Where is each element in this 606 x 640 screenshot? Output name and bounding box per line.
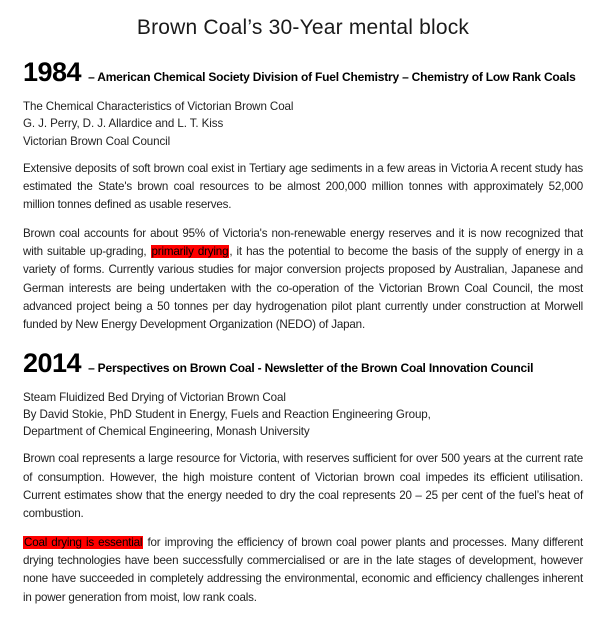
paragraph xyxy=(23,160,583,215)
section-1984 xyxy=(23,57,583,335)
paragraph xyxy=(23,534,583,607)
section-year-2014: 2014 xyxy=(23,347,82,378)
section-year-1984: 1984 xyxy=(23,57,82,87)
section-source-2014: – Perspectives on Brown Coal - Newsletter of the Brown Coal Innovation Council xyxy=(88,360,534,375)
paragraph-text: for improving the efficiency of brown coal power plants and processes. Many different drying technologies have been successfully commercialised or are in the late stages of development, however none have succeeded in completely addressing the environmental, economic and efficiency challenges inherent in power generation from moist, low rank coals. xyxy=(23,535,583,604)
highlighted-text: primarily drying xyxy=(151,245,229,259)
meta-line: Department of Chemical Engineering, Monash University xyxy=(23,425,310,439)
paragraph xyxy=(23,225,583,335)
paragraph xyxy=(23,450,583,523)
section-heading-1984 xyxy=(23,57,583,88)
paragraph-text: Brown coal represents a large resource for Victoria, with reserves sufficient for over 500 years at the current rate of consumption. However, the high moisture content of Victorian brown coal impedes its efficient utilisation. Current estimates show that the energy needed to dry the coal represents 20 – 25 per cent of the fuel’s heat of combustion. xyxy=(23,452,583,521)
meta-line: By David Stokie, PhD Student in Energy, Fuels and Reaction Engineering Group, xyxy=(23,407,431,421)
meta-line: The Chemical Characteristics of Victorian Brown Coal xyxy=(23,100,294,113)
paragraph-text: Brown coal accounts for about 95% of Victoria's non-renewable energy reserves and it is now recognized that with suitable up-grading, xyxy=(23,226,583,259)
paragraph-text: Extensive deposits of soft brown coal exist in Tertiary age sediments in a few areas in Victoria A recent study has estimated the State's brown coal resources to be almost 200,000 million tonnes with approximately 52,000 million tonnes defined as usable reserves. xyxy=(23,161,583,212)
document-title: Brown Coal’s 30-Year mental block xyxy=(136,16,470,39)
section-source-1984: – American Chemical Society Division of Fuel Chemistry – Chemistry of Low Rank Coals xyxy=(88,70,576,84)
section-heading-2014 xyxy=(23,348,583,379)
meta-line: Victorian Brown Coal Council xyxy=(23,134,171,148)
section-meta-1984 xyxy=(23,98,583,150)
section-meta-2014 xyxy=(23,389,583,441)
section-2014 xyxy=(23,348,583,607)
highlighted-text: Coal drying is essential xyxy=(24,535,143,549)
meta-line: Steam Fluidized Bed Drying of Victorian Brown Coal xyxy=(23,390,286,404)
meta-line: G. J. Perry, D. J. Allardice and L. T. Kiss xyxy=(23,117,224,131)
paragraph-text: , it has the potential to become the basis of the supply of energy in a variety of forms. Currently various studies for major conversion projects proposed by Australian, Japanese and German interests are being undertaken with the co-operation of the Victorian Brown Coal Council, the most advanced project being a 50 tonnes per day hydrogenation pilot plant currently under construction at Morwell funded by New Energy Development Organization (NEDO) of Japan. xyxy=(23,245,584,332)
